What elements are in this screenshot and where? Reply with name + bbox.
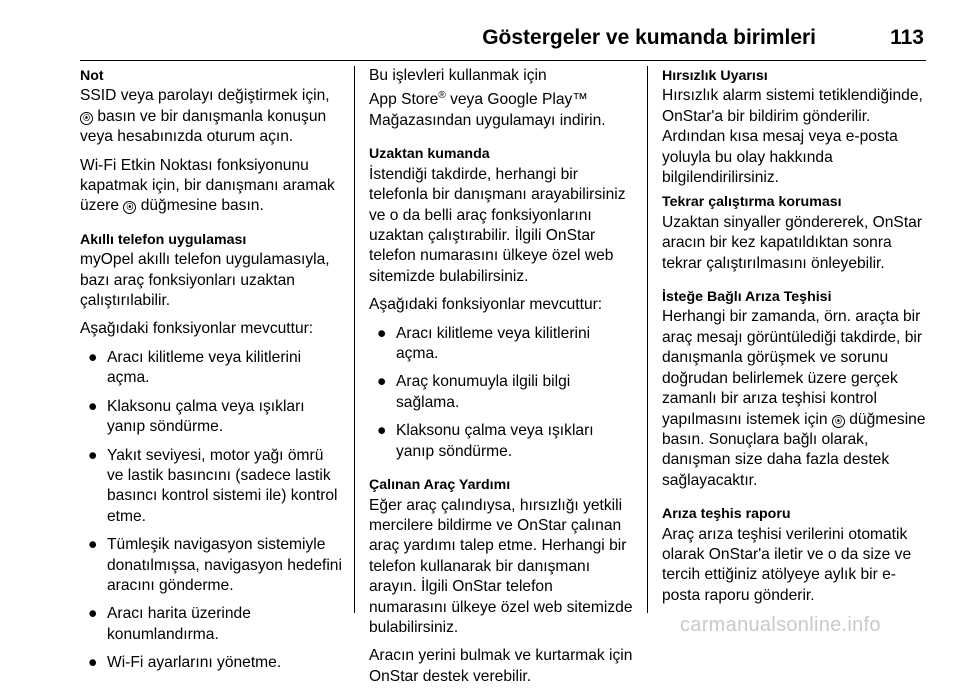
onstar-button-icon: ⦿ xyxy=(80,112,93,125)
registered-mark: ® xyxy=(438,90,446,102)
locate-paragraph: Aracın yerini bulmak ve kurtarmak için OnStar destek verebilir. xyxy=(369,647,633,685)
list-item: ● Tümleşik navigasyon sistemiyle donatılmışsa, navigasyon hedefini aracını gönderme. xyxy=(88,536,342,594)
page-title: Göstergeler ve kumanda birimleri xyxy=(482,26,816,49)
watermark: carmanualsonline.info xyxy=(680,614,881,636)
column-separator xyxy=(647,66,648,613)
bullet-icon: ● xyxy=(88,654,98,672)
list-item: ● Wi-Fi ayarlarını yönetme. xyxy=(80,653,342,673)
bullet-icon: ● xyxy=(88,605,98,623)
list-item: ● Araç konumuyla ilgili bilgi sağlama. xyxy=(377,373,571,411)
restart-paragraph: Uzaktan sinyaller göndererek, OnStar aracın bir kez kapatıldıktan sonra tekrar çalıştırılmasını önleyebilir. xyxy=(662,213,923,272)
function-list xyxy=(369,324,635,462)
list-item: ● Aracı kilitleme veya kilitlerini açma. xyxy=(377,324,591,363)
wifi-paragraph: Wi-Fi Etkin Noktası fonksiyonunu kapatmak için, bir danışmanı aramak üzere ⦿ düğmesine basın. xyxy=(80,156,335,215)
bullet-icon: ● xyxy=(377,373,387,391)
page-header xyxy=(80,22,926,61)
list-item: ● Klaksonu çalma veya ışıkları yanıp söndürme. xyxy=(377,422,594,460)
note-text: SSID veya parolayı değiştirmek için, ⦿ basın ve bir danışmanla konuşun veya hesabınızda oturum açın. xyxy=(80,87,330,146)
onstar-button-icon: ⦿ xyxy=(832,415,845,428)
bullet-icon: ● xyxy=(377,324,387,342)
list-intro: Aşağıdaki fonksiyonlar mevcuttur: xyxy=(369,296,603,314)
page-number: 113 xyxy=(890,26,924,49)
theft-paragraph: Hırsızlık alarm sistemi tetiklendiğinde, OnStar'a bir bildirim gönderilir. Ardından kısa mesaj veya e-posta yoluyla bu olay hakkında bilgilendirilirsiniz. xyxy=(662,87,923,187)
column-separator xyxy=(354,66,355,613)
list-item: ● Aracı kilitleme veya kilitlerini açma. xyxy=(88,348,302,387)
onstar-button-icon: ⦿ xyxy=(123,201,136,214)
column-2 xyxy=(369,66,635,695)
section-heading-theft: Hırsızlık Uyarısı xyxy=(662,68,768,84)
function-list xyxy=(80,348,342,674)
section-heading-remote: Uzaktan kumanda xyxy=(369,146,490,163)
app-paragraph: myOpel akıllı telefon uygulamasıyla, bazı araç fonksiyonları uzaktan çalıştırılabilir. xyxy=(80,251,330,310)
report-paragraph: Araç arıza teşhisi verilerini otomatik olarak OnStar'a iletir ve o da size ve tercih ettiğiniz atölyeye aylık bir e-posta raporu gönderir. xyxy=(662,525,912,604)
section-heading-diagnosis: İsteğe Bağlı Arıza Teşhisi xyxy=(662,289,832,306)
bullet-icon: ● xyxy=(88,397,98,415)
section-heading-app: Akıllı telefon uygulaması xyxy=(80,231,247,248)
section-heading-restart: Tekrar çalıştırma koruması xyxy=(662,194,842,211)
column-1 xyxy=(80,66,342,682)
list-item: ● Aracı harita üzerinde konumlandırma. xyxy=(88,605,251,643)
list-item: ● Yakıt seviyesi, motor yağı ömrü ve lastik basıncını (sadece lastik basıncı kontrol sistemi ile) kontrol etme. xyxy=(88,446,338,525)
section-heading-report: Arıza teşhis raporu xyxy=(662,506,791,523)
section-heading-stolen: Çalınan Araç Yardımı xyxy=(369,477,511,494)
app-download-paragraph: Bu işlevleri kullanmak için App Store® veya Google Play™ Mağazasından uygulamayı indirin. xyxy=(369,67,606,129)
diagnosis-paragraph: Herhangi bir zamanda, örn. araçta bir araç mesajı görüntülediği takdirde, bir danışmanla görüşmek ve sorunu doğrudan belirlemek üzere gerçek zamanlı bir arıza teşhisi kontrol yapılmasını istemek için ⦿ düğmesine basın. Sonuçlara bağlı olarak, danışman size daha fazla destek sağlayacaktır. xyxy=(662,308,926,489)
bullet-icon: ● xyxy=(88,348,98,366)
bullet-icon: ● xyxy=(377,422,387,440)
list-item: ● Klaksonu çalma veya ışıkları yanıp söndürme. xyxy=(88,397,305,436)
bullet-icon: ● xyxy=(88,536,98,554)
remote-paragraph: İstendiği takdirde, herhangi bir telefonla bir danışmanı arayabilirsiniz ve o da belli araç fonksiyonlarını uzaktan çalıştırabilir. İlgili OnStar telefon numarasını ülkeye özel web sitemizde bulabilirsiniz. xyxy=(369,165,626,285)
stolen-paragraph: Eğer araç çalındıysa, hırsızlığı yetkili mercilere bildirme ve OnStar çalınan araç yardımı talep etme. Herhangi bir telefon kullanarak bir danışmanı arayın. İlgili OnStar telefon numarasını ülkeye özel web sitemizde bulabilirsiniz. xyxy=(369,496,633,636)
list-intro: Aşağıdaki fonksiyonlar mevcuttur: xyxy=(80,320,314,338)
note-label: Not xyxy=(80,68,104,84)
column-3 xyxy=(662,66,928,614)
bullet-icon: ● xyxy=(88,446,98,464)
